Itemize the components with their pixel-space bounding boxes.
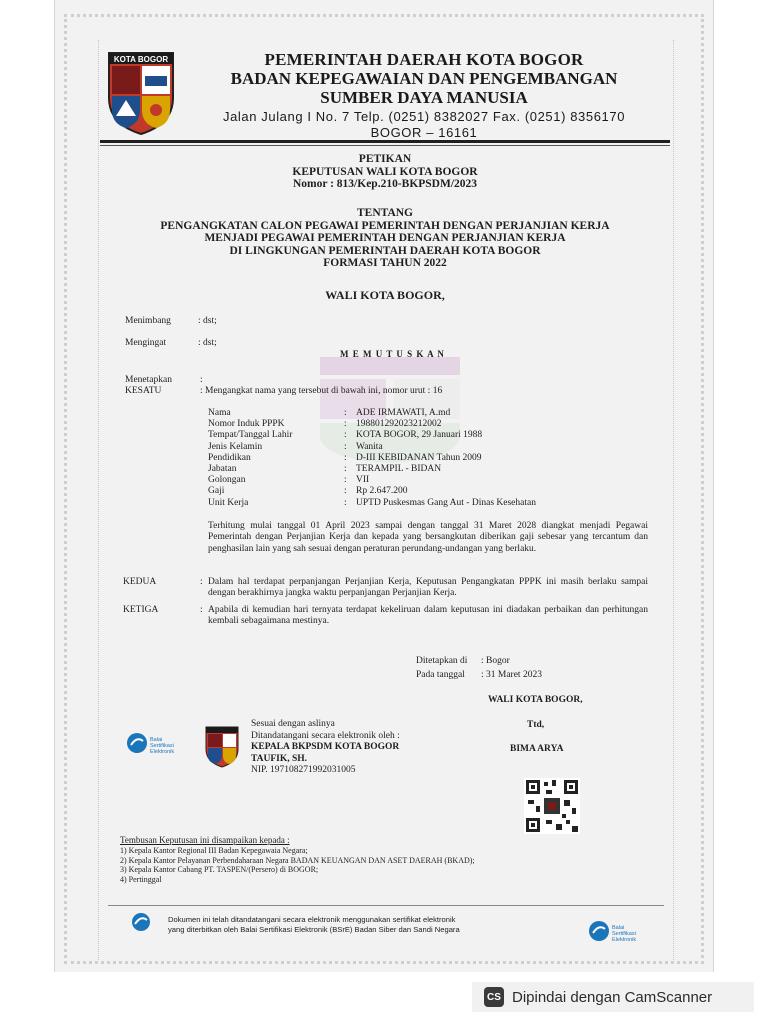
pejabat-nip: NIP. 197108271992031005 xyxy=(251,765,356,776)
field-value: Wanita xyxy=(356,441,383,452)
field-colon: : xyxy=(344,419,347,430)
title-line-2: MENJADI PEGAWAI PEMERINTAH DENGAN PERJANJIAN KERJA xyxy=(204,232,566,244)
field-value: UPTD Puskesmas Gang Aut - Dinas Kesehatan xyxy=(356,497,536,508)
menimbang-value: : dst; xyxy=(198,316,217,326)
mengingat-value: : dst; xyxy=(198,338,217,348)
ditetapkan-value: : Bogor xyxy=(481,656,510,666)
letterhead-line-1: PEMERINTAH DAERAH KOTA BOGOR xyxy=(264,50,584,69)
terhitung-paragraph: Terhitung mulai tanggal 01 April 2023 sampai dengan tanggal 31 Maret 2028 diangkat menjadi Pegawai Pemerintah dengan Perjanjian Kerja dan kepada yang bersangkutan diberikan gaji sebesar yang tercantum dan penghasilan lain yang sah sesuai dengan peraturan perundang-undangan yang berlaku. xyxy=(208,521,648,554)
field-colon: : xyxy=(344,486,347,497)
tembusan-item: 1) Kepala Kantor Regional III Badan Kepegawaia Negara; xyxy=(120,846,308,856)
letterhead-rule-thin xyxy=(100,145,670,146)
camscanner-icon: CS xyxy=(484,987,504,1007)
tembusan-header: Tembusan Keputusan ini disampaikan kepada : xyxy=(120,835,290,845)
data-row xyxy=(208,498,628,509)
tembusan-item: 2) Kepala Kantor Pelayanan Perbendaharaan Negara BADAN KEUANGAN DAN ASET DAERAH (BKAD); xyxy=(120,855,475,865)
title-line-4: FORMASI TAHUN 2022 xyxy=(323,257,447,269)
pada-tanggal-value: : 31 Maret 2023 xyxy=(481,670,542,680)
camscanner-label: Dipindai dengan CamScanner xyxy=(512,988,713,1006)
letterhead-line-3: SUMBER DAYA MANUSIA xyxy=(320,88,528,107)
kesatu-label: KESATU xyxy=(125,386,162,396)
field-colon: : xyxy=(344,475,347,486)
sesuai-text: Sesuai dengan aslinya xyxy=(251,719,335,729)
field-colon: : xyxy=(344,497,347,508)
electronic-signer-block xyxy=(251,719,400,777)
field-value: Rp 2.647.200 xyxy=(356,486,408,497)
field-value: TERAMPIL - BIDAN xyxy=(356,463,442,474)
title-tentang-block xyxy=(110,207,660,270)
letterhead-address: Jalan Julang I No. 7 Telp. (0251) 8382027 Fax. (0251) 8356170 xyxy=(222,109,626,124)
field-value: KOTA BOGOR, 29 Januari 1988 xyxy=(356,430,483,441)
bsre-logo-icon xyxy=(126,732,190,754)
tembusan-item: 3) Kepala Kantor Cabang PT. TASPEN/(Persero) di BOGOR; xyxy=(120,865,319,875)
footer-statement xyxy=(168,915,460,935)
footer-line-2: yang diterbitkan oleh Balai Sertifikasi Elektronik (BSrE) Badan Siber dan Sandi Negara xyxy=(168,925,460,934)
field-colon: : xyxy=(344,408,347,418)
ditetapkan-label: Ditetapkan di xyxy=(416,656,468,666)
field-value: D-III KEBIDANAN Tahun 2009 xyxy=(356,452,482,463)
kota-bogor-small-emblem-icon xyxy=(205,726,239,768)
field-colon: : xyxy=(344,441,347,452)
svg-text:Sertifikasi: Sertifikasi xyxy=(612,931,636,937)
title-tentang: TENTANG xyxy=(356,207,414,219)
signer-title: WALI KOTA BOGOR, xyxy=(488,695,583,705)
ditandatangani-text: Ditandatangani secara elektronik oleh : xyxy=(251,730,400,741)
field-key: Jabatan xyxy=(208,463,237,474)
kedua-label: KEDUA xyxy=(123,577,157,587)
letterhead-line-2: BADAN KEPEGAWAIAN DAN PENGEMBANGAN xyxy=(230,69,618,88)
svg-text:Balai: Balai xyxy=(612,925,625,931)
ketiga-text: Apabila di kemudian hari ternyata terdapat kekeliruan dalam keputusan ini diadakan perbaikan dan perhitungan kembali sebagaimana mestinya. xyxy=(208,605,648,627)
svg-text:Elektronik: Elektronik xyxy=(150,749,175,754)
title-petikan-block xyxy=(110,153,660,191)
kepala-title: KEPALA BKPSDM KOTA BOGOR xyxy=(251,742,400,753)
svg-text:Balai: Balai xyxy=(150,737,163,743)
ketiga-colon: : xyxy=(200,605,203,615)
data-row xyxy=(208,419,628,430)
ttd-text: Ttd, xyxy=(527,720,545,730)
pejabat-name: TAUFIK, SH. xyxy=(251,753,308,764)
field-colon: : xyxy=(344,430,347,441)
title-keputusan: KEPUTUSAN WALI KOTA BOGOR xyxy=(292,165,478,178)
field-value: ADE IRMAWATI, A.md xyxy=(356,408,451,418)
data-row xyxy=(208,408,628,419)
svg-text:Sertifikasi: Sertifikasi xyxy=(150,743,174,749)
menimbang-label: Menimbang xyxy=(125,316,171,326)
logo-text: KOTA BOGOR xyxy=(113,55,169,64)
field-colon: : xyxy=(344,463,347,474)
pada-tanggal-label: Pada tanggal xyxy=(416,670,465,680)
field-key: Tempat/Tanggal Lahir xyxy=(208,430,293,441)
letterhead-city: BOGOR – 16161 xyxy=(370,125,478,140)
field-key: Nama xyxy=(208,408,231,418)
field-key: Nomor Induk PPPK xyxy=(208,419,285,430)
field-key: Golongan xyxy=(208,475,246,486)
bsre-footer-icon xyxy=(130,911,152,933)
menetapkan-label: Menetapkan xyxy=(125,375,172,385)
ketiga-label: KETIGA xyxy=(123,605,159,615)
signer-name: BIMA ARYA xyxy=(510,744,564,754)
data-row xyxy=(208,475,628,486)
tembusan-item: 4) Pertinggal xyxy=(120,874,162,884)
tembusan-block xyxy=(120,836,475,884)
letterhead-rule xyxy=(100,140,670,143)
letterhead xyxy=(190,50,658,140)
field-key: Jenis Kelamin xyxy=(208,441,263,452)
data-row xyxy=(208,486,628,497)
qr-code-icon xyxy=(524,778,580,834)
data-row xyxy=(208,464,628,475)
mengingat-label: Mengingat xyxy=(125,338,167,348)
title-line-3: DI LINGKUNGAN PEMERINTAH DAERAH KOTA BOGOR xyxy=(229,244,541,257)
field-colon: : xyxy=(344,452,347,463)
title-wali-kota: WALI KOTA BOGOR, xyxy=(325,288,445,302)
field-value: VII xyxy=(356,475,370,486)
menetapkan-colon: : xyxy=(200,375,203,385)
bsre-footer-logo-icon xyxy=(588,920,652,942)
field-key: Pendidikan xyxy=(208,452,251,463)
field-key: Unit Kerja xyxy=(208,497,249,508)
kesatu-text: : Mengangkat nama yang tersebut di bawah ini, nomor urut : 16 xyxy=(200,386,443,396)
camscanner-badge xyxy=(472,982,754,1012)
kedua-colon: : xyxy=(200,577,203,587)
field-value: 198801292023212002 xyxy=(356,419,442,430)
svg-text:Elektronik: Elektronik xyxy=(612,937,637,942)
title-line-1: PENGANGKATAN CALON PEGAWAI PEMERINTAH DENGAN PERJANJIAN KERJA xyxy=(160,219,610,232)
data-row xyxy=(208,453,628,464)
data-row xyxy=(208,442,628,453)
memutuskan-heading: M E M U T U S K A N xyxy=(340,349,445,359)
employee-data-table xyxy=(208,408,628,509)
kota-bogor-emblem-icon xyxy=(106,50,176,136)
title-petikan: PETIKAN xyxy=(358,153,412,165)
title-nomor: Nomor : 813/Kep.210-BKPSDM/2023 xyxy=(292,178,478,190)
field-key: Gaji xyxy=(208,486,225,497)
kedua-text: Dalam hal terdapat perpanjangan Perjanjian Kerja, Keputusan Pengangkatan PPPK ini masih berlaku sampai dengan berakhirnya jangka waktu perpanjangan Perjanjian Kerja. xyxy=(208,577,648,599)
footer-line-1: Dokumen ini telah ditandatangani secara elektronik menggunakan sertifikat elektronik xyxy=(168,915,456,924)
footer-divider xyxy=(108,905,664,906)
data-row xyxy=(208,430,628,441)
